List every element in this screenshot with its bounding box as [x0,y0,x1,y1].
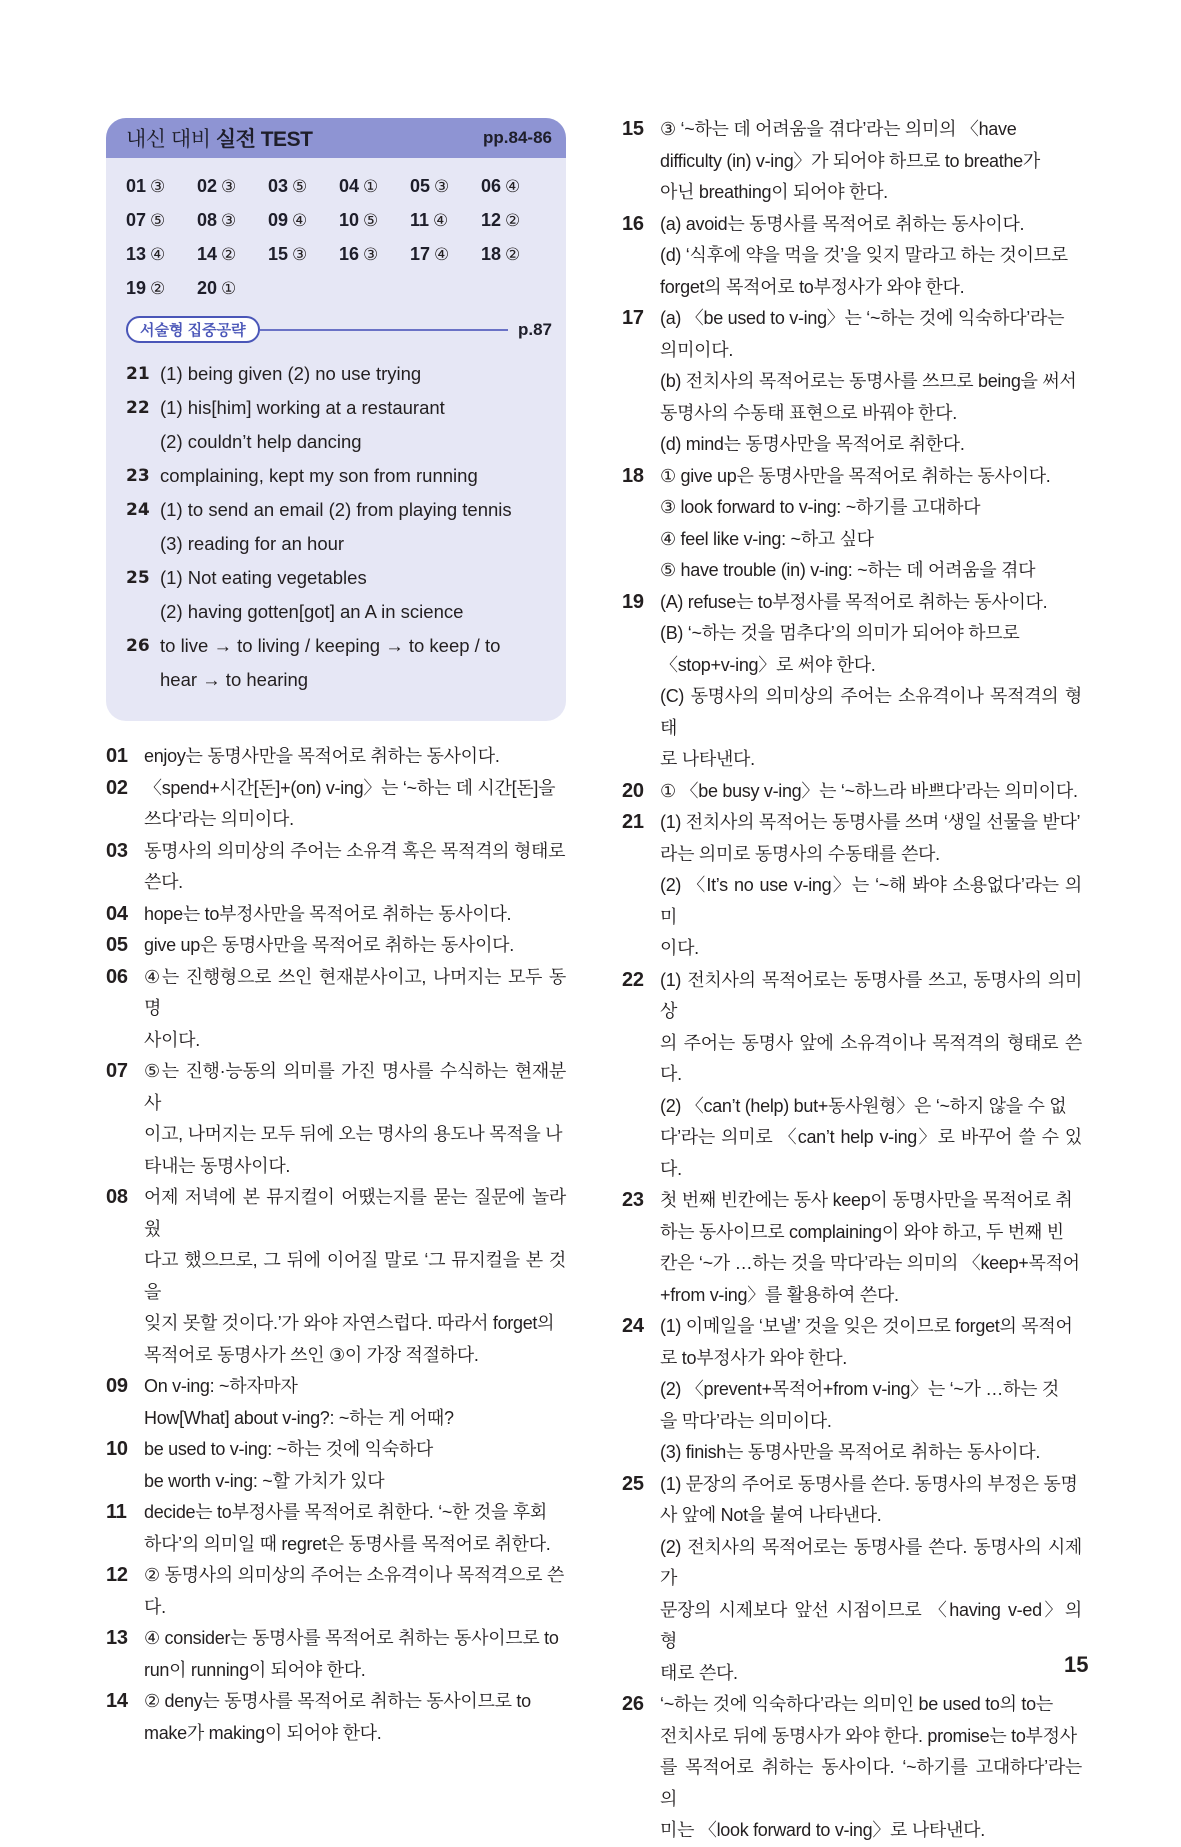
answer-text [160,629,546,697]
explanation-line: be worth v-ing: ~할 가치가 있다 [144,1470,385,1491]
explanations-right [622,114,1082,1847]
explanation-item [106,1497,566,1560]
answer-choice: ④ [292,211,308,231]
mc-answer-item [126,242,197,266]
explanation-line: 동명사의 수동태 표현으로 바꿔야 한다. [660,402,957,423]
explanation-line: 로 to부정사가 와야 한다. [660,1347,848,1368]
explanation-line: make가 making이 되어야 한다. [144,1722,382,1743]
explanation-line: hope는 to부정사만을 목적어로 취하는 동사이다. [144,903,512,924]
explanation-line: (1) 전치사의 목적어는 동명사를 쓰며 ‘생일 선물을 받다’ [660,812,1081,832]
mc-answer-item [197,208,268,232]
explanation-item [106,1056,566,1182]
explanation-text [144,1623,566,1686]
question-number: 13 [106,1627,128,1649]
subjective-header [126,316,552,343]
explanation-line: How[What] about v-ing?: ~하는 게 어때? [144,1407,454,1428]
question-number: 08 [197,210,218,230]
subjective-answer-item [126,629,546,697]
question-number: 15 [268,244,289,264]
explanation-line: forget의 목적어로 to부정사가 와야 한다. [660,276,965,297]
explanation-item [106,1686,566,1749]
explanation-line: ⑤ have trouble (in) v-ing: ~하는 데 어려움을 겪다 [660,560,1036,580]
explanation-item [622,1311,1082,1469]
mc-answer-item [481,242,552,266]
explanation-line: 태로 쓴다. [660,1662,738,1683]
explanation-line: 문장의 시제보다 앞선 시점이므로 〈having v-ed〉의 형 [660,1599,1082,1651]
question-number: 22 [622,968,644,991]
explanation-line: (C) 동명사의 의미상의 주어는 소유격이나 목적격의 형태 [660,686,1082,738]
explanation-text [144,1371,566,1434]
mc-answer-item [126,208,197,232]
multiple-choice-answers [106,158,566,300]
question-number: 08 [106,1186,128,1208]
answer-text [160,357,546,391]
question-number: 10 [339,210,360,230]
explanation-line: be used to v-ing: ~하는 것에 익숙하다 [144,1439,434,1459]
explanation-line: (1) 전치사의 목적어로는 동명사를 쓰고, 동명사의 의미상 [660,969,1082,1021]
question-number: 07 [126,210,147,230]
explanation-line: (b) 전치사의 목적어로는 동명사를 쓰므로 being을 써서 [660,371,1077,391]
explanation-item [622,807,1082,965]
explanation-line: 쓴다. [144,872,183,892]
mc-answer-item [339,174,410,198]
explanations-left [106,741,566,1749]
explanation-item [106,1182,566,1371]
question-number: 13 [126,244,147,264]
title-light: 내신 대비 [126,128,211,151]
answer-choice: ④ [434,245,450,265]
explanation-text [660,776,1082,808]
explanation-item [622,461,1082,587]
explanation-line: enjoy는 동명사만을 목적어로 취하는 동사이다. [144,746,500,766]
explanation-line: 을 막다’라는 의미이다. [660,1410,832,1431]
question-number: 26 [622,1693,644,1715]
explanation-line: (1) 문장의 주어로 동명사를 쓴다. 동명사의 부정은 동명 [660,1473,1078,1494]
explanation-text [660,587,1082,776]
explanation-item [622,1185,1082,1311]
explanation-line: 사이다. [144,1029,200,1050]
answer-choice: ③ [292,245,308,265]
answer-text [160,493,546,561]
explanation-line: 어제 저녁에 본 뮤지컬이 어땠는지를 묻는 질문에 놀라웠 [144,1187,566,1239]
explanation-item [622,965,1082,1186]
question-number: 06 [106,965,128,988]
explanation-text [660,114,1082,209]
question-number: 17 [622,307,644,329]
explanation-line: (d) mind는 동명사만을 목적어로 취한다. [660,434,965,454]
question-number: 02 [106,776,128,799]
explanation-text [144,741,566,773]
answer-line: (2) couldn’t help dancing [160,431,362,452]
question-number: 10 [106,1438,128,1460]
mc-answer-item [339,208,410,232]
answer-text [160,459,546,493]
mc-answer-item [410,174,481,198]
question-number: 22 [126,398,150,418]
explanation-line: 미는 〈look forward to v-ing〉로 나타낸다. [660,1820,985,1840]
question-number: 05 [410,176,431,196]
question-number: 16 [622,212,644,235]
explanation-line: 쓰다’라는 의미이다. [144,809,294,829]
answer-key-pages: pp.84-86 [483,128,552,147]
explanation-line: (d) ‘식후에 약을 먹을 것’을 잊지 말라고 하는 것이므로 [660,245,1068,265]
explanation-line: 의 주어는 동명사 앞에 소유격이나 목적격의 형태로 쓴다. [660,1032,1082,1084]
explanation-line: ③ look forward to v-ing: ~하기를 고대하다 [660,497,981,517]
question-number: 09 [106,1375,128,1397]
explanation-line: 다’라는 의미로 〈can’t help v-ing〉로 바꾸어 쓸 수 있다. [660,1127,1082,1179]
explanation-text [660,807,1082,965]
answer-line: (1) his[him] working at a restaurant [160,397,445,418]
explanation-line: ④ feel like v-ing: ~하고 싶다 [660,528,874,549]
question-number: 23 [126,466,150,486]
answer-choice: ⑤ [363,211,379,231]
answer-choice: ③ [221,177,237,197]
question-number: 14 [106,1690,128,1712]
question-number: 09 [268,210,289,230]
subjective-answers [106,343,566,697]
question-number: 19 [126,278,147,298]
mc-answer-item [268,174,339,198]
question-number: 12 [481,210,502,230]
explanation-line: 〈spend+시간[돈]+(on) v-ing〉는 ‘~하는 데 시간[돈]을 [144,777,556,798]
answer-choice: ② [505,245,521,265]
explanation-line: 를 목적어로 취하는 동사이다. ‘~하기를 고대하다’라는 의 [660,1757,1082,1809]
explanation-item [106,1623,566,1686]
subjective-answer-item [126,357,546,391]
explanation-item [106,962,566,1057]
mc-answer-item [410,242,481,266]
explanation-text [144,836,566,899]
explanation-item [106,899,566,931]
explanation-item [622,209,1082,304]
answer-line: (1) being given (2) no use trying [160,363,422,384]
answer-line: (1) to send an email (2) from playing tennis [160,499,512,520]
explanation-text [144,1056,566,1182]
explanation-line: ① give up은 동명사만을 목적어로 취하는 동사이다. [660,465,1051,486]
explanation-line: 다고 했으므로, 그 뒤에 이어질 말로 ‘그 뮤지컬을 본 것을 [144,1250,566,1302]
explanation-line: run이 running이 되어야 한다. [144,1659,366,1680]
explanation-line: 전치사로 뒤에 동명사가 와야 한다. promise는 to부정사 [660,1725,1077,1746]
question-number: 23 [622,1189,644,1211]
explanation-line: ② deny는 동명사를 목적어로 취하는 동사이므로 to [144,1691,531,1711]
explanation-text [660,1469,1082,1690]
question-number: 03 [106,839,128,862]
explanation-text [144,1686,566,1749]
mc-answer-item [197,174,268,198]
subjective-answer-item [126,391,546,459]
answer-line: (3) reading for an hour [160,533,345,554]
explanation-text [660,461,1082,587]
explanation-text [660,965,1082,1186]
mc-answer-item [126,174,197,198]
question-number: 17 [410,244,431,264]
answer-text [160,561,546,629]
explanation-line: difficulty (in) v-ing〉가 되어야 하므로 to breathe가 [660,150,1040,171]
explanation-item [106,1560,566,1623]
explanation-line: (A) refuse는 to부정사를 목적어로 취하는 동사이다. [660,591,1048,612]
explanation-text [144,1182,566,1371]
question-number: 01 [126,176,147,196]
explanation-line: 하는 동사이므로 complaining이 와야 하고, 두 번째 빈 [660,1221,1064,1242]
question-number: 21 [126,364,150,384]
subjective-answer-item [126,493,546,561]
answer-choice: ② [150,279,166,299]
explanation-item [106,741,566,773]
question-number: 03 [268,176,289,196]
answer-key-box [106,118,566,721]
explanation-item [622,114,1082,209]
question-number: 11 [410,210,430,230]
question-number: 16 [339,244,360,264]
answer-choice: ③ [221,211,237,231]
explanation-text [144,962,566,1057]
explanation-line: 하다’의 의미일 때 regret은 동명사를 목적어로 취한다. [144,1533,551,1554]
explanation-item [622,303,1082,461]
question-number: 07 [106,1060,128,1082]
question-number: 06 [481,176,502,196]
explanation-line: 첫 번째 빈칸에는 동사 keep이 동명사만을 목적어로 취 [660,1190,1073,1210]
answer-choice: ③ [150,177,166,197]
question-number: 26 [126,636,150,656]
explanation-line: ‘~하는 것에 익숙하다’라는 의미인 be used to의 to는 [660,1694,1053,1714]
explanation-text [144,1434,566,1497]
question-number: 18 [622,464,644,487]
mc-answer-item [126,276,197,300]
explanation-line: On v-ing: ~하자마자 [144,1376,298,1396]
explanation-item [622,776,1082,808]
explanation-line: 동명사의 의미상의 주어는 소유격 혹은 목적격의 형태로 [144,840,566,861]
explanation-line: 의미이다. [660,339,734,360]
answer-text [160,391,546,459]
divider-line [260,329,508,331]
subjective-answer-item [126,459,546,493]
left-column [106,118,566,1749]
explanation-text [660,303,1082,461]
explanation-line: ② 동명사의 의미상의 주어는 소유격이나 목적격으로 쓴 [144,1565,564,1585]
answer-choice: ③ [434,177,450,197]
answer-choice: ⑤ [150,211,166,231]
explanation-item [106,836,566,899]
explanation-line: 아닌 breathing이 되어야 한다. [660,182,888,202]
question-number: 25 [126,568,150,588]
subjective-pages: p.87 [517,319,552,339]
explanation-item [622,1469,1082,1690]
right-column [622,114,1082,1847]
question-number: 25 [622,1472,644,1495]
explanation-text [144,773,566,836]
explanation-line: 잊지 못할 것이다.’가 와야 자연스럽다. 따라서 forget의 [144,1313,555,1333]
answer-choice: ④ [433,211,449,231]
explanation-line: 목적어로 동명사가 쓰인 ③이 가장 적절하다. [144,1344,479,1365]
mc-answer-item [481,174,552,198]
answer-choice: ③ [363,245,379,265]
explanation-line: (2) 〈It’s no use v-ing〉는 ‘~해 봐야 소용없다’라는 의미 [660,875,1082,927]
explanation-item [106,930,566,962]
question-number: 24 [126,500,150,520]
explanation-text [660,1185,1082,1311]
explanation-line: decide는 to부정사를 목적어로 취한다. ‘~한 것을 후회 [144,1502,547,1522]
answer-choice: ① [363,177,379,197]
answer-choice: ① [221,279,237,299]
mc-answer-item [268,208,339,232]
explanation-line: 타내는 동명사이다. [144,1155,291,1176]
explanation-text [144,1497,566,1560]
explanation-line: (a) 〈be used to v-ing〉는 ‘~하는 것에 익숙하다’라는 [660,308,1065,328]
explanation-line: 사 앞에 Not을 붙여 나타낸다. [660,1505,882,1525]
question-number: 18 [481,244,502,264]
question-number: 02 [197,176,218,196]
page-number: 15 [1064,1652,1089,1677]
question-number: 11 [106,1501,127,1523]
answer-line: (1) Not eating vegetables [160,567,367,588]
explanation-line: (B) ‘~하는 것을 멈추다’의 의미가 되어야 하므로 [660,623,1020,643]
explanation-line: (2) 전치사의 목적어로는 동명사를 쓴다. 동명사의 시제가 [660,1536,1082,1588]
title-bold: 실전 TEST [215,128,313,151]
mc-answer-item [268,242,339,266]
explanation-line: 다. [144,1596,166,1617]
explanation-line: ⑤는 진행·능동의 의미를 가진 명사를 수식하는 현재분사 [144,1061,566,1113]
explanation-line: (3) finish는 동명사만을 목적어로 취하는 동사이다. [660,1442,1041,1462]
explanation-line: 이다. [660,938,699,958]
question-number: 20 [622,779,644,802]
answer-choice: ⑤ [292,177,308,197]
explanation-line: ④는 진행형으로 쓰인 현재분사이고, 나머지는 모두 동명 [144,966,566,1018]
explanation-line: ① 〈be busy v-ing〉는 ‘~하느라 바쁘다’라는 의미이다. [660,780,1078,801]
question-number: 19 [622,590,644,613]
subjective-answer-item [126,561,546,629]
mc-answer-item [197,276,268,300]
answer-line: to live → to living / keeping → to keep / to [160,635,501,656]
explanation-line: ③ ‘~하는 데 어려움을 겪다’라는 의미의 〈have [660,119,1017,139]
answer-choice: ② [505,211,521,231]
explanation-line: 라는 의미로 동명사의 수동태를 쓴다. [660,843,940,864]
explanation-text [144,1560,566,1623]
explanation-text [660,1311,1082,1469]
explanation-line: give up은 동명사만을 목적어로 취하는 동사이다. [144,935,514,955]
question-number: 04 [339,176,360,196]
explanation-line: +from v-ing〉를 활용하여 쓴다. [660,1284,899,1305]
subjective-label-badge: 서술형 집중공략 [126,316,260,343]
explanation-line: (2) 〈prevent+목적어+from v-ing〉는 ‘~가 …하는 것 [660,1379,1059,1399]
explanation-line: 로 나타낸다. [660,749,755,769]
mc-answer-item [339,242,410,266]
explanation-text [144,899,566,931]
question-number: 15 [622,118,644,140]
question-number: 14 [197,244,218,264]
question-number: 24 [622,1315,644,1337]
answer-line: (2) having gotten[got] an A in science [160,601,464,622]
mc-answer-item [197,242,268,266]
answer-choice: ② [221,245,237,265]
question-number: 01 [106,745,128,767]
answer-choice: ④ [150,245,166,265]
mc-answer-item [481,208,552,232]
answer-line: hear → to hearing [160,669,309,690]
explanation-line: (a) avoid는 동명사를 목적어로 취하는 동사이다. [660,213,1025,234]
explanation-line: (2) 〈can’t (help) but+동사원형〉은 ‘~하지 않을 수 없 [660,1095,1067,1116]
explanation-line: 칸은 ‘~가 …하는 것을 막다’라는 의미의 〈keep+목적어 [660,1253,1080,1273]
answer-line: complaining, kept my son from running [160,465,478,486]
explanation-text [144,930,566,962]
explanation-line: 이고, 나머지는 모두 뒤에 오는 명사의 용도나 목적을 나 [144,1124,563,1144]
explanation-item [106,1434,566,1497]
explanation-item [622,587,1082,776]
question-number: 20 [197,278,218,298]
question-number: 21 [622,811,644,833]
explanation-item [106,773,566,836]
explanation-line: 〈stop+v-ing〉로 써야 한다. [660,654,876,675]
explanation-item [106,1371,566,1434]
explanation-line: (1) 이메일을 ‘보낼’ 것을 잊은 것이므로 forget의 목적어 [660,1316,1073,1336]
question-number: 04 [106,902,128,925]
explanation-text [660,209,1082,304]
mc-answer-item [410,208,481,232]
explanation-line: ④ consider는 동명사를 목적어로 취하는 동사이므로 to [144,1628,559,1648]
answer-key-header [106,118,566,158]
answer-choice: ④ [505,177,521,197]
question-number: 12 [106,1564,128,1586]
question-number: 05 [106,934,128,956]
answer-key-title [126,123,312,153]
